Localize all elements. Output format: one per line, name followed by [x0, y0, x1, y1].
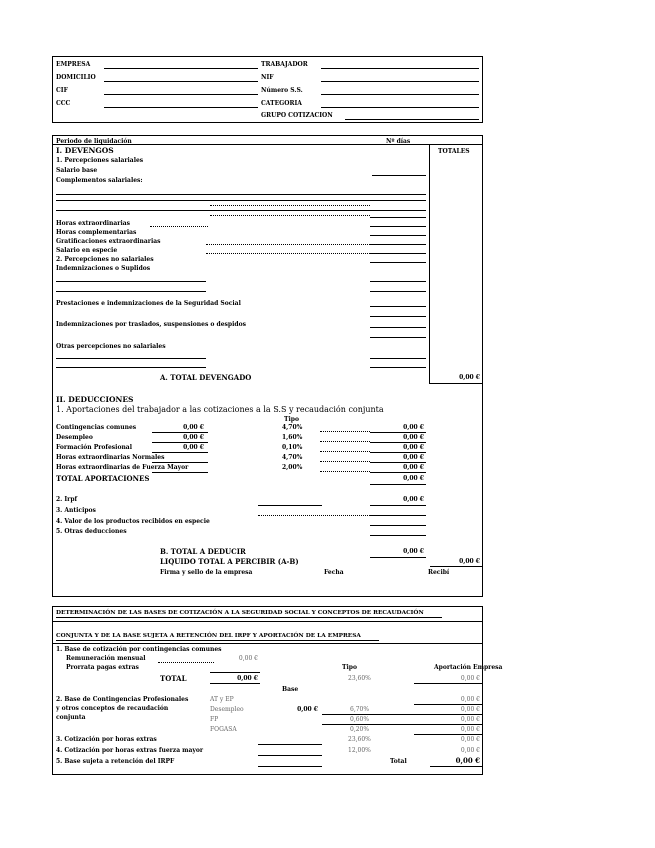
total-deducir-label: B. TOTAL A DEDUCIR: [160, 547, 246, 556]
indemnizaciones-label: Indemnizaciones o Suplidos: [56, 265, 151, 272]
indemnizaciones-line-2b[interactable]: [370, 291, 426, 292]
tipo-header: Tipo: [284, 416, 299, 423]
bases-title-1: DETERMINACIÓN DE LAS BASES DE COTIZACIÓN A LA SEGURIDAD SOCIAL Y CONCEPTOS DE RECAUDACIÓN: [56, 610, 424, 616]
deduccion-label: Horas extraordinarias de Fuerza Mayor: [56, 464, 189, 471]
prof-row-aport: 0,00 €: [460, 706, 480, 713]
he-tipo: 23,60%: [348, 736, 371, 743]
cc-aport-line: [414, 683, 482, 684]
deduccion-base-line[interactable]: [152, 472, 208, 473]
numero-ss-line[interactable]: [321, 94, 479, 95]
prof-tipo-line-1: [322, 714, 414, 715]
bases-total-value: 0,00 €: [455, 756, 480, 765]
horas-compl-label: Horas complementarias: [56, 229, 137, 236]
deduccion-tipo: 2,00%: [282, 464, 303, 471]
remuneracion-label: Remuneración mensual: [66, 655, 146, 662]
anticipos-dotted: [258, 515, 370, 516]
grupo-line[interactable]: [345, 119, 479, 120]
horas-extra-line[interactable]: [370, 226, 426, 227]
prof-row-line[interactable]: [414, 704, 482, 705]
bases-total-line: [430, 766, 482, 767]
he-line[interactable]: [258, 744, 322, 745]
periodo-label: Periodo de liquidación: [56, 138, 132, 145]
total-deducir-line: [370, 557, 426, 558]
complemento-line-1[interactable]: [56, 194, 426, 195]
deduccion-base: 0,00 €: [183, 424, 204, 431]
dias-label: Nº días: [386, 138, 411, 145]
prof-row-label: AT y EP: [210, 696, 234, 703]
ccc-line[interactable]: [104, 107, 258, 108]
deduccion-base-line[interactable]: [152, 432, 208, 433]
bases-title-2: CONJUNTA Y DE LA BASE SUJETA A RETENCIÓN DEL IRPF Y APORTACIÓN DE LA EMPRESA: [56, 633, 361, 639]
salario-especie-line[interactable]: [370, 253, 426, 254]
valor-productos-line[interactable]: [370, 525, 426, 526]
traslados-line-2[interactable]: [370, 337, 426, 338]
cc-label: 1. Base de cotización por contingencias comunes: [56, 646, 222, 653]
total-devengado-value: 0,00 €: [459, 374, 480, 381]
prof-row-aport: 0,00 €: [460, 726, 480, 733]
deducciones-title: II. DEDUCCIONES: [56, 395, 134, 404]
nif-line[interactable]: [321, 81, 479, 82]
horas-extra-dotted: [150, 226, 208, 227]
deduccion-label: Formación Profesional: [56, 444, 132, 451]
trabajador-label: TRABAJADOR: [261, 61, 308, 68]
liquido-label: LIQUIDO TOTAL A PERCIBIR (A-B): [160, 557, 299, 566]
no-salariales-label: 2. Percepciones no salariales: [56, 256, 154, 263]
liquido-value: 0,00 €: [459, 558, 480, 565]
cif-label: CIF: [56, 87, 68, 94]
complemento-line-4[interactable]: [370, 217, 426, 218]
indemnizaciones-line-1[interactable]: [56, 281, 206, 282]
otras-line-1b[interactable]: [370, 358, 426, 359]
bases-title-1-underline: [56, 617, 442, 618]
deduccion-base: 0,00 €: [183, 434, 204, 441]
irpf-label: 2. Irpf: [56, 496, 78, 503]
irpf-base-line[interactable]: [258, 505, 322, 506]
deduccion-label: Desempleo: [56, 434, 93, 441]
cc-total-line: [210, 683, 260, 684]
trabajador-line[interactable]: [321, 68, 479, 69]
cif-line[interactable]: [104, 94, 258, 95]
prof-row-line[interactable]: [414, 724, 482, 725]
deduccion-importe-line[interactable]: [370, 462, 426, 463]
deduccion-importe: 0,00 €: [403, 444, 424, 451]
deduccion-base: 0,00 €: [183, 444, 204, 451]
deduccion-base-line[interactable]: [152, 462, 208, 463]
prof-row-tipo: 6,70%: [350, 706, 370, 713]
domicilio-line[interactable]: [104, 81, 258, 82]
cc-total-label: TOTAL: [160, 674, 187, 683]
prof-row-tipo: 0,20%: [350, 726, 370, 733]
irpf-base-label: 5. Base sujeta a retención del IRPF: [56, 758, 175, 765]
total-devengado-label: A. TOTAL DEVENGADO: [160, 373, 252, 382]
prof-row-tipo: 0,60%: [350, 716, 370, 723]
prof-row-line[interactable]: [414, 714, 482, 715]
traslados-label: Indemnizaciones por traslados, suspensiones o despidos: [56, 321, 246, 328]
salario-base-label: Salario base: [56, 167, 98, 174]
liquido-line: [430, 566, 482, 567]
deduccion-dotted: [320, 451, 370, 452]
remuneracion-dotted: [158, 662, 214, 663]
ccc-label: CCC: [56, 100, 71, 107]
prestaciones-line-2[interactable]: [370, 316, 426, 317]
total-devengado-line: [430, 383, 482, 384]
salario-especie-label: Salario en especie: [56, 247, 118, 254]
irpf-value: 0,00 €: [403, 496, 424, 503]
deduccion-tipo: 1,60%: [282, 434, 303, 441]
cc-total-value: 0,00 €: [237, 675, 258, 682]
deduccion-tipo: 0,10%: [282, 444, 303, 451]
prof-label-3: conjunta: [56, 714, 86, 721]
hfm-aport: 0,00 €: [460, 747, 480, 754]
firma-label: Firma y sello de la empresa: [160, 569, 253, 576]
prorrata-label: Prorrata pagas extras: [66, 664, 139, 671]
prestaciones-line[interactable]: [370, 306, 426, 307]
prof-tipo-line-2: [322, 724, 414, 725]
horas-extra-label: Horas extraordinarias: [56, 220, 130, 227]
prorrata-line[interactable]: [210, 672, 260, 673]
complemento-dotted-2: [210, 215, 370, 216]
irpf-base-field-line[interactable]: [258, 766, 322, 767]
deduccion-importe: 0,00 €: [403, 424, 424, 431]
he-aport: 0,00 €: [460, 736, 480, 743]
prof-row-label: Desempleo: [210, 706, 244, 713]
nif-label: NIF: [261, 74, 274, 81]
deduccion-importe-line[interactable]: [370, 442, 426, 443]
deduccion-importe-line[interactable]: [370, 432, 426, 433]
hfm-tipo: 12,00%: [348, 747, 371, 754]
complemento-line-3[interactable]: [56, 210, 426, 211]
prof-row-aport: 0,00 €: [460, 696, 480, 703]
salario-base-line[interactable]: [372, 175, 426, 176]
recibi-label: Recibí: [428, 569, 450, 576]
bases-tipo-header: Tipo: [342, 664, 357, 671]
empresa-label: EMPRESA: [56, 61, 91, 68]
total-aportaciones-label: TOTAL APORTACIONES: [56, 474, 150, 483]
anticipos-label: 3. Anticipos: [56, 507, 96, 514]
deduccion-dotted: [320, 471, 370, 472]
total-aportaciones-value: 0,00 €: [403, 475, 424, 482]
numero-ss-label: Número S.S.: [261, 87, 303, 94]
otras-line-1[interactable]: [56, 358, 206, 359]
gratificaciones-dotted: [206, 244, 370, 245]
deduccion-base-line[interactable]: [152, 442, 208, 443]
anticipos-line[interactable]: [370, 515, 426, 516]
complementos-label: Complementos salariales:: [56, 177, 143, 184]
aportacion-header: Aportación Empresa: [434, 664, 503, 671]
complemento-line-2[interactable]: [56, 200, 426, 201]
prof-label-2: y otros conceptos de recaudación: [56, 705, 169, 712]
cc-tipo: 23,60%: [348, 675, 371, 682]
deduccion-label: Horas extraordinarias Normales: [56, 454, 165, 461]
deduccion-dotted: [320, 441, 370, 442]
deduccion-importe: 0,00 €: [403, 434, 424, 441]
bases-title-2-underline: [56, 640, 379, 641]
irpf-line: [370, 505, 426, 506]
remuneracion-value: 0,00 €: [238, 655, 258, 662]
gratificaciones-line[interactable]: [370, 244, 426, 245]
otras-deducciones-label: 5. Otras deducciones: [56, 528, 127, 535]
percepciones-salariales: 1. Percepciones salariales: [56, 157, 144, 164]
grupo-label: GRUPO COTIZACION: [261, 112, 333, 119]
totals-column-divider: [429, 144, 430, 384]
prestaciones-label: Prestaciones e indemnizaciones de la Seguridad Social: [56, 300, 241, 307]
gratificaciones-label: Gratificaciones extraordinarias: [56, 238, 161, 245]
prof-row-base: 0,00 €: [297, 706, 318, 713]
deduccion-importe-line[interactable]: [370, 452, 426, 453]
hfm-line[interactable]: [258, 755, 322, 756]
deduccion-tipo: 4,70%: [282, 424, 303, 431]
categoria-label: CATEGORIA: [261, 100, 302, 107]
base-header: Base: [282, 686, 299, 693]
cc-aport: 0,00 €: [460, 675, 480, 682]
fecha-label: Fecha: [324, 569, 344, 576]
bases-title-divider: [52, 621, 482, 622]
horas-compl-line[interactable]: [370, 235, 426, 236]
total-aportaciones-line: [370, 484, 426, 485]
deduccion-base-line[interactable]: [152, 452, 208, 453]
valor-productos-label: 4. Valor de los productos recibidos en especie: [56, 518, 210, 525]
prof-row-label: FP: [210, 716, 219, 723]
total-deducir-value: 0,00 €: [403, 548, 424, 555]
devengos-title: I. DEVENGOS: [56, 146, 114, 155]
totales-label: TOTALES: [438, 148, 470, 155]
deduccion-dotted: [320, 431, 370, 432]
otras-line-2b[interactable]: [370, 367, 426, 368]
prof-label-1: 2. Base de Contingencias Profesionales: [56, 696, 189, 703]
deduccion-label: Contingencias comunes: [56, 424, 137, 431]
bases-total-label: Total: [390, 758, 407, 765]
empresa-line[interactable]: [104, 68, 258, 69]
prof-row-label: FOGASA: [210, 726, 237, 733]
otras-deducciones-line[interactable]: [370, 535, 426, 536]
deduccion-importe-line[interactable]: [370, 472, 426, 473]
salario-especie-dotted: [206, 253, 370, 254]
he-label: 3. Cotización por horas extras: [56, 736, 157, 743]
otras-line-2[interactable]: [56, 367, 206, 368]
complemento-dotted-1: [210, 205, 370, 206]
categoria-line[interactable]: [321, 107, 479, 108]
prof-row-line[interactable]: [414, 734, 482, 735]
periodo-line[interactable]: [130, 144, 370, 145]
deduccion-tipo: 4,70%: [282, 454, 303, 461]
indemnizaciones-line-2[interactable]: [56, 291, 206, 292]
otras-percepciones-label: Otras percepciones no salariales: [56, 343, 166, 350]
indemnizaciones-line-1b[interactable]: [370, 281, 426, 282]
deduccion-importe: 0,00 €: [403, 464, 424, 471]
deduccion-dotted: [320, 461, 370, 462]
bases-header-bottom: [52, 643, 482, 644]
prof-row-aport: 0,00 €: [460, 716, 480, 723]
traslados-line[interactable]: [370, 327, 426, 328]
domicilio-label: DOMICILIO: [56, 74, 96, 81]
hfm-label: 4. Cotización por horas extras fuerza mayor: [56, 747, 204, 754]
no-salariales-line[interactable]: [370, 262, 426, 263]
aportaciones-subtitle: 1. Aportaciones del trabajador a las cotizaciones a la S.S y recaudación conjunta: [56, 405, 384, 414]
deduccion-importe: 0,00 €: [403, 454, 424, 461]
